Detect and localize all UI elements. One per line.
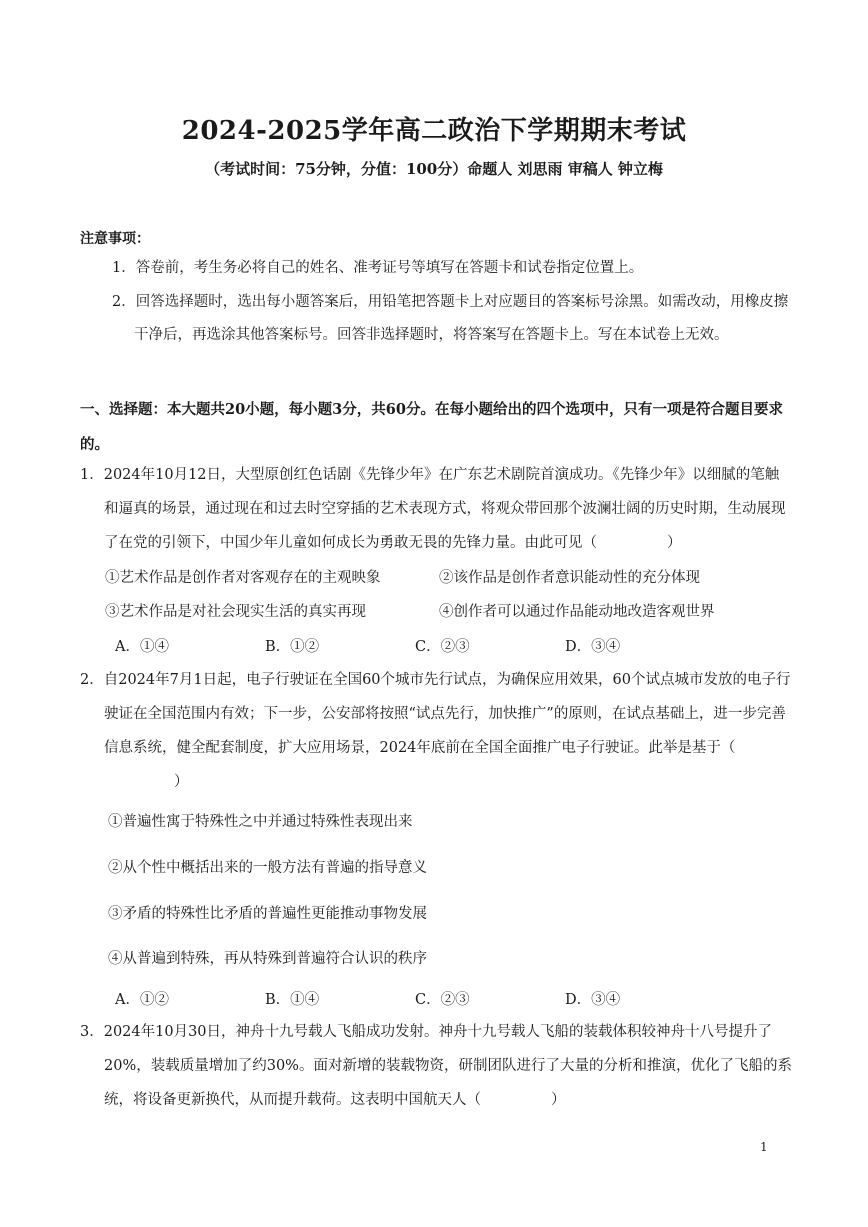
- q1-choices: [115, 635, 715, 656]
- q2-choices: [115, 988, 715, 1009]
- q2-statement-2: ②从个性中概括出来的一般方法有普遍的指导意义: [108, 860, 427, 876]
- question-2-stem: 2．自2024年7月1日起，电子行驶证在全国60个城市先行试点，为确保应用效果，60个试点城市发放的电子行驶证在全国范围内有效；下一步，公安部将按照“试点先行，加快推广”的原则，在试点基础上，进一步完善信息系统，健全配套制度，扩大应用场景，2024年底前在全国全面推广电子行驶证。此举是基于（: [80, 672, 791, 756]
- page-number: 1: [760, 1140, 768, 1154]
- exam-subtitle: （考试时间：75分钟，分值：100分）命题人 刘思雨 审稿人 钟立梅: [205, 160, 663, 178]
- q1-statement-row-2: [105, 600, 715, 621]
- q1-choice-b[interactable]: B．①②: [265, 639, 320, 655]
- q2-choice-a[interactable]: A．①②: [115, 992, 169, 1008]
- q2-choice-c[interactable]: C．②③: [415, 992, 470, 1008]
- section-heading: 一、选择题：本大题共20小题，每小题3分，共60分。在每小题给出的四个选项中，只有一项是符合题目要求的。: [80, 401, 783, 453]
- notice-item-1: 1．答卷前，考生务必将自己的姓名、准考证号等填写在答题卡和试卷指定位置上。: [112, 260, 644, 276]
- q2-choice-d[interactable]: D．③④: [565, 992, 621, 1008]
- q1-choice-d[interactable]: D．③④: [565, 639, 621, 655]
- q2-statement-3: ③矛盾的特殊性比矛盾的普遍性更能推动事物发展: [108, 906, 427, 922]
- notice-heading: 注意事项：: [80, 231, 150, 247]
- q1-statement-1: ①艺术作品是创作者对客观存在的主观映象: [105, 570, 381, 586]
- question-1-stem: 1．2024年10月12日，大型原创红色话剧《先锋少年》在广东艺术剧院首演成功。《先锋少年》以细腻的笔触和逼真的场景，通过现在和过去时空穿插的艺术表现方式，将观众带回那个波澜壮阔的历史时期，生动展现了在党的引领下，中国少年儿童如何成长为勇敢无畏的先锋力量。由此可见（: [80, 467, 786, 551]
- question-3-stem: 3．2024年10月30日，神舟十九号载人飞船成功发射。神舟十九号载人飞船的装载体积较神舟十八号提升了20%，装载质量增加了约30%。面对新增的装载物资，研制团队进行了大量的分析和推演，优化了飞船的系统，将设备更新换代，从而提升载荷。这表明中国航天人（: [80, 1024, 792, 1108]
- q2-statement-1: ①普遍性寓于特殊性之中并通过特殊性表现出来: [108, 814, 413, 830]
- q1-statement-2: ②该作品是创作者意识能动性的充分体现: [439, 570, 700, 586]
- q1-statement-row-1: [105, 566, 700, 587]
- q1-choice-a[interactable]: A．①④: [115, 639, 169, 655]
- q1-statement-4: ④创作者可以通过作品能动地改造客观世界: [439, 604, 715, 620]
- question-2: 2．自2024年7月1日起，电子行驶证在全国60个城市先行试点，为确保应用效果，60个试点城市发放的电子行驶证在全国范围内有效；下一步，公安部将按照“试点先行，加快推广”的原则，在试点基础上，进一步完善信息系统，健全配套制度，扩大应用场景，2024年底前在全国全面推广电子行驶证。此举是基于（）: [80, 672, 791, 790]
- q1-statement-3: ③艺术作品是对社会现实生活的真实再现: [105, 604, 366, 620]
- q2-statement-4: ④从普遍到特殊，再从特殊到普遍符合认识的秩序: [108, 951, 427, 967]
- q1-choice-c[interactable]: C．②③: [415, 639, 470, 655]
- exam-title: 2024-2025学年高二政治下学期期末考试: [181, 116, 687, 146]
- question-1: 1．2024年10月12日，大型原创红色话剧《先锋少年》在广东艺术剧院首演成功。《先锋少年》以细腻的笔触和逼真的场景，通过现在和过去时空穿插的艺术表现方式，将观众带回那个波澜壮阔的历史时期，生动展现了在党的引领下，中国少年儿童如何成长为勇敢无畏的先锋力量。由此可见（ ）: [80, 467, 786, 551]
- question-3: 3．2024年10月30日，神舟十九号载人飞船成功发射。神舟十九号载人飞船的装载体积较神舟十八号提升了20%，装载质量增加了约30%。面对新增的装载物资，研制团队进行了大量的分析和推演，优化了飞船的系统，将设备更新换代，从而提升载荷。这表明中国航天人（ ）: [80, 1024, 792, 1108]
- notice-item-2: 2．回答选择题时，选出每小题答案后，用铅笔把答题卡上对应题目的答案标号涂黑。如需改动，用橡皮擦干净后，再选涂其他答案标号。回答非选择题时，将答案写在答题卡上。写在本试卷上无效。: [112, 294, 789, 343]
- q2-choice-b[interactable]: B．①④: [265, 992, 320, 1008]
